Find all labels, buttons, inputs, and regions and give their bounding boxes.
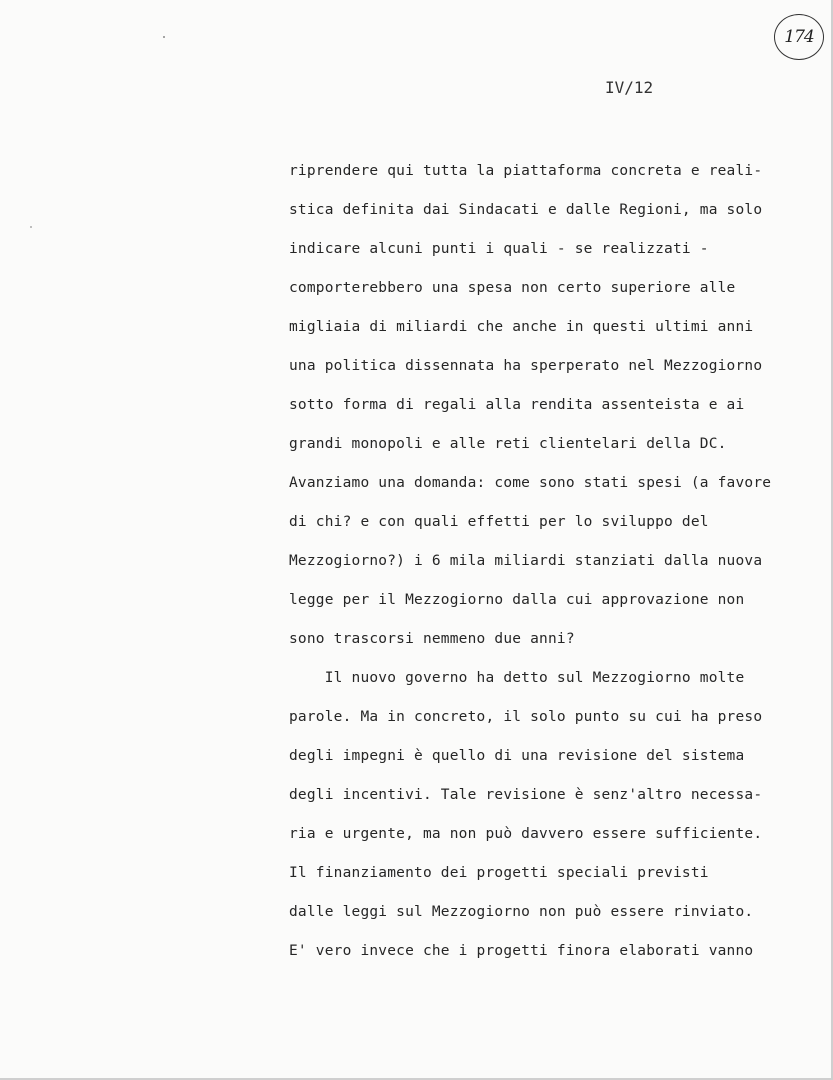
text-line: comporterebbero una spesa non certo superiore alle xyxy=(289,280,736,296)
text-line: degli incentivi. Tale revisione è senz'altro necessa- xyxy=(289,787,763,803)
text-line: E' vero invece che i progetti finora elaborati vanno xyxy=(289,943,754,959)
text-line: Avanziamo una domanda: come sono stati spesi (a favore xyxy=(289,475,772,491)
text-line: dalle leggi sul Mezzogiorno non può essere rinviato. xyxy=(289,904,754,920)
text-line: sono trascorsi nemmeno due anni? xyxy=(289,631,575,647)
text-line: legge per il Mezzogiorno dalla cui approvazione non xyxy=(289,592,745,608)
text-line: degli impegni è quello di una revisione del sistema xyxy=(289,748,745,764)
text-line: Il nuovo governo ha detto sul Mezzogiorno molte xyxy=(289,670,745,686)
paper-speck xyxy=(163,36,165,38)
page-number: IV/12 xyxy=(605,78,654,97)
text-line: di chi? e con quali effetti per lo sviluppo del xyxy=(289,514,709,530)
text-line: Mezzogiorno?) i 6 mila miliardi stanziati dalla nuova xyxy=(289,553,763,569)
archive-stamp xyxy=(774,14,824,60)
text-line: Il finanziamento dei progetti speciali previsti xyxy=(289,865,709,881)
text-line: grandi monopoli e alle reti clientelari della DC. xyxy=(289,436,727,452)
text-line: una politica dissennata ha sperperato nel Mezzogiorno xyxy=(289,358,763,374)
text-line: stica definita dai Sindacati e dalle Regioni, ma solo xyxy=(289,202,763,218)
text-line: migliaia di miliardi che anche in questi ultimi anni xyxy=(289,319,754,335)
stamp-number: 174 xyxy=(784,27,814,47)
text-line: parole. Ma in concreto, il solo punto su cui ha preso xyxy=(289,709,763,725)
text-line: sotto forma di regali alla rendita assenteista e ai xyxy=(289,397,745,413)
text-line: ria e urgente, ma non può davvero essere sufficiente. xyxy=(289,826,763,842)
text-line: indicare alcuni punti i quali - se realizzati - xyxy=(289,241,709,257)
text-line: riprendere qui tutta la piattaforma concreta e reali- xyxy=(289,163,763,179)
typewritten-text xyxy=(289,158,829,977)
paper-speck xyxy=(30,226,32,228)
